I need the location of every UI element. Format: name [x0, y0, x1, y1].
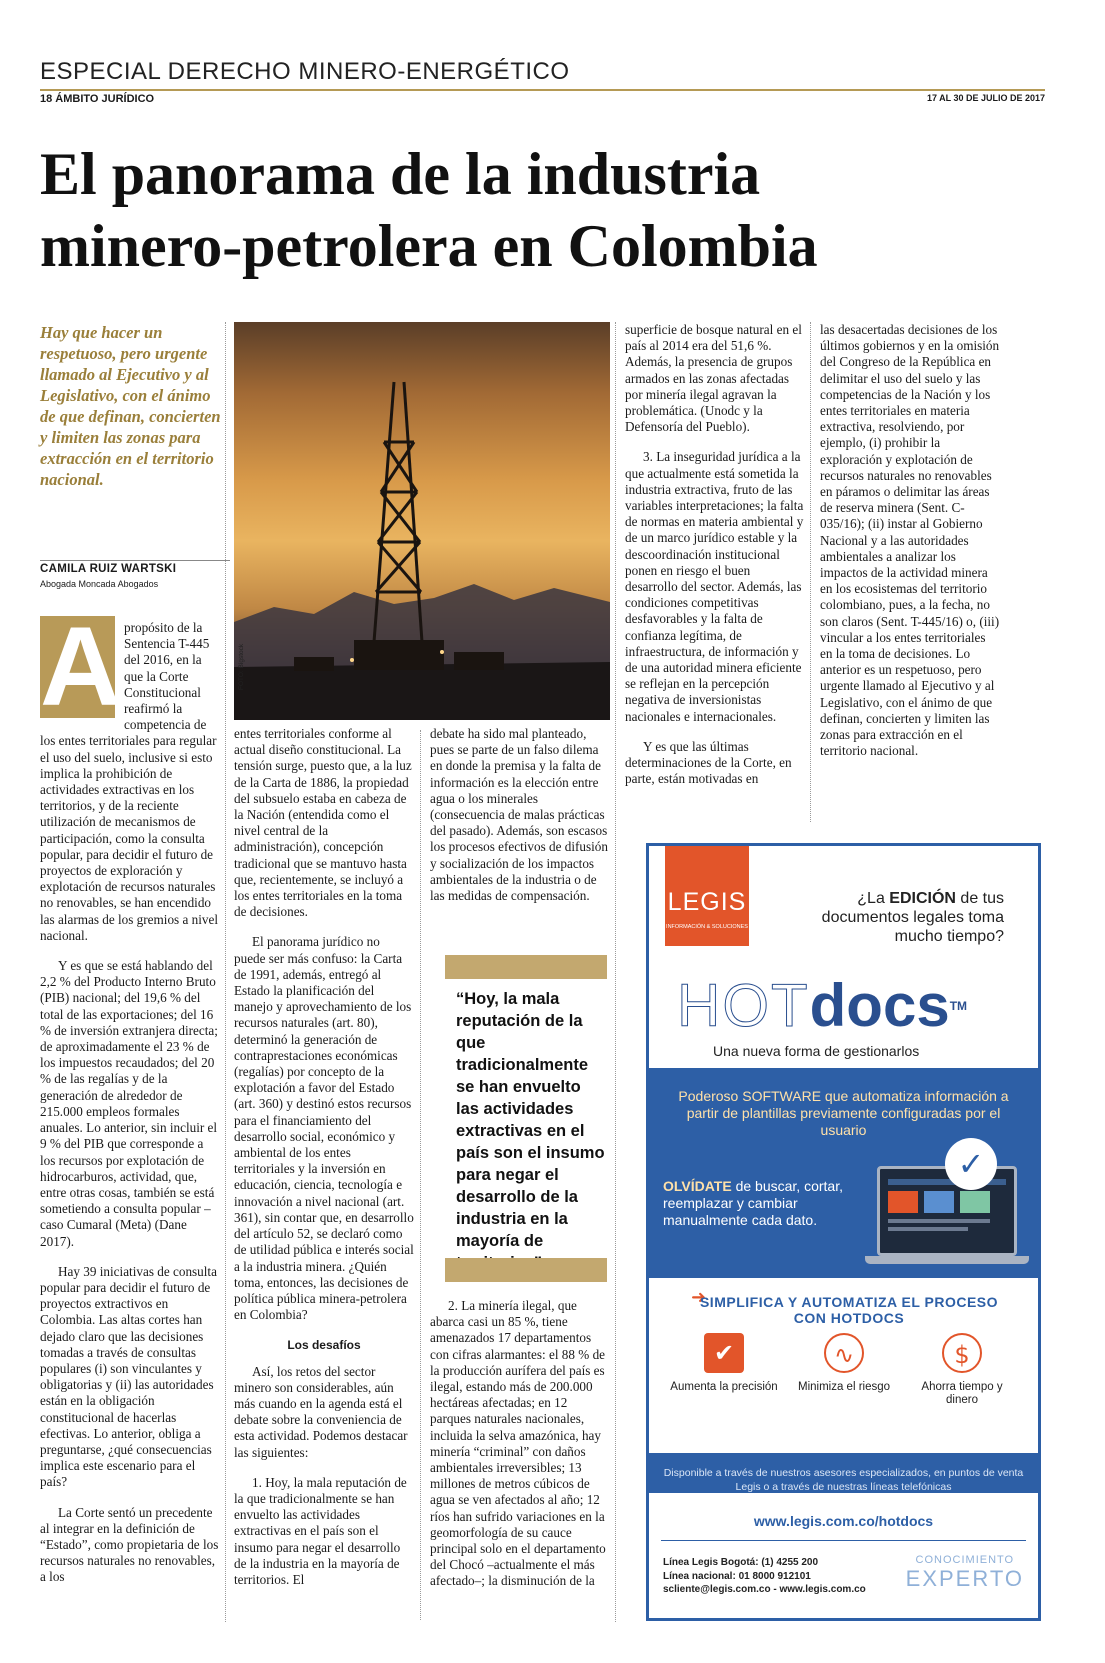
ad-contact-nacional: Línea nacional: 01 8000 912101 [663, 1570, 811, 1582]
pullquote: “Hoy, la mala reputación de la que tradicionalmente se han envuelto las actividades extractivas en el país son el insumo para negar el desarrollo de la industria en la mayoría de [456, 990, 605, 1250]
experto-line-1: CONOCIMIENTO [915, 1554, 1015, 1566]
legis-logo [665, 846, 749, 946]
author-rule [40, 560, 230, 561]
col1-para-4: La Corte sentó un precedente al integrar en la definición de “Estado”, como propietaria de los recursos naturales no renovables, a los [40, 1504, 219, 1585]
col2-subhead: Los desafíos [287, 1338, 361, 1353]
column-3-lower [430, 1298, 610, 1604]
ad-question-post: de tus documentos legales toma mucho tiempo? [821, 890, 1004, 945]
hotdocs-logo-docs: docs [809, 972, 950, 1039]
column-1-text [40, 620, 220, 1620]
ad-question-bold: EDICIÓN [889, 890, 956, 907]
author-name: CAMILA RUIZ WARTSKI [40, 563, 177, 575]
pulse-icon: ∿ [824, 1333, 864, 1373]
col4-para-1: superficie de bosque natural en el país al 2014 era del 51,6 %. Además, la presencia de grupos armados en las zonas afectadas por minería ilegal agravan la problemática. (Unodc y la Defensoría del Pueblo). [625, 322, 802, 435]
column-divider [225, 322, 226, 1622]
check-circle-icon: ✓ [945, 1138, 997, 1190]
column-divider [810, 322, 811, 822]
ad-question-pre: ¿La [857, 890, 890, 907]
ad-features-panel [649, 1278, 1038, 1453]
column-5 [820, 322, 1000, 773]
article-lede: Hay que hacer un respetuoso, pero urgente llamado al Ejecutivo y al Legislativo, con el ánimo de que definan, concierten y limiten las zonas para extracción en el territorio nacional. [40, 323, 221, 489]
page-label: 18 ÁMBITO JURÍDICO [40, 93, 155, 105]
column-divider [615, 322, 616, 1622]
col2-para-1: entes territoriales conforme al actual diseño constitucional. La tensión surge, puesto que, a la luz de la Carta de 1886, la propiedad del subsuelo estaba en cabeza de la Nación (entendida como el nivel central de la administración), concepción tradicional que se mantuvo hasta que, recientemente, se incluyó a los entes territoriales en la toma de decisiones. [234, 726, 412, 920]
feature-risk [789, 1333, 899, 1394]
hotdocs-logo [677, 972, 968, 1039]
ad-question [814, 889, 1004, 946]
col1-para-3: Hay 39 iniciativas de consulta popular para decidir el futuro de proyectos extractivos en Colombia. Las altas cortes han dejado claro que las decisiones tomadas a través de consultas populares (i) son vinculantes y obligatorias y (ii) las autoridades están en la obligación constitucional de hacerlas efectivas. Lo anterior, obliga a preguntarse, ¿qué consecuencias implica este escenario para el país? [40, 1263, 217, 1490]
col2-para-3: Así, los retos del sector minero son considerables, aún más cuando en la agenda está el debate sobre la conveniencia de esta actividad. Podemos destacar las siguientes: [234, 1363, 408, 1460]
col1-para-2: Y es que se está hablando del 2,2 % del Producto Interno Bruto (PIB) nacional; del 19,6 % del total de las exportaciones; del 16 % de inversión extranjera directa; de aproximadamente el 23 % de los impuestos recaudados; del 20 % de las regalías y de la generación de alrededor de 215.000 empleos formales anuales. Lo anterior, sin incluir el 9 % del PIB que corresponde a los recursos por explotación de hidrocarburos, actividad, que, entre otras cosas, también se está sometiendo a consulta popular –caso Cumaral (Meta) (Dane 2017). [40, 958, 218, 1249]
ad-contact-bogota: Línea Legis Bogotá: (1) 4255 200 [663, 1557, 819, 1568]
ad-availability: Disponible a través de nuestros asesores especializados, en puntos de venta Legis o a través de nuestras líneas telefónicas [663, 1467, 1024, 1493]
column-divider [420, 730, 421, 1620]
arrow-right-icon: ➜ [691, 1287, 707, 1308]
experto-line-2: EXPERTO [905, 1566, 1024, 1591]
feature-savings [907, 1333, 1017, 1407]
trademark-symbol: TM [949, 999, 968, 1013]
ad-simplifica-heading: SIMPLIFICA Y AUTOMATIZA EL PROCESO CON HOTDOCS [699, 1294, 999, 1326]
ad-url: www.legis.com.co/hotdocs [753, 1513, 934, 1529]
checkmark-icon: ✔ [704, 1333, 744, 1373]
money-hand-icon: $ [942, 1333, 982, 1373]
issue-date: 17 AL 30 DE JULIO DE 2017 [926, 93, 1045, 103]
pullquote-bar-bottom [445, 1258, 607, 1282]
ad-url-rule [661, 1540, 1026, 1541]
column-4 [625, 322, 805, 801]
author-role: Abogada Moncada Abogados [40, 579, 159, 589]
ad-contact-info [663, 1556, 866, 1597]
hotdocs-tagline: Una nueva forma de gestionarlos [713, 1043, 920, 1059]
col2-para-2: El panorama jurídico no puede ser más confuso: la Carta de 1991, además, entregó al Estado la planificación del manejo y aprovechamiento de los recursos naturales (art. 80), determinó la generación de contraprestaciones económicas (regalías) por concepto de la explotación a favor del Estado (art. 360) y destinó estos recursos para el financiamiento del desarrollo social, económico y ambiental de los entes territoriales y la inversión en educación, ciencia, tecnología e innovación a nivel nacional (art. 361), sin contar que, en desarrollo del artículo 52, se declaró como de utilidad pública e interés social a la industria minera. ¿Quién toma, entonces, las decisiones de política pública minera-petrolera en Colombia? [234, 934, 414, 1323]
column-3 [430, 726, 610, 918]
hotdocs-logo-hot: HOT [677, 972, 810, 1039]
hotdocs-advertisement [646, 843, 1041, 1621]
headline [40, 138, 1050, 282]
ad-olvidate-text [663, 1178, 868, 1229]
ad-software-text: Poderoso SOFTWARE que automatiza información a partir de plantillas previamente configuradas por el usuario [678, 1088, 1009, 1138]
ad-olvidate-bold: OLVÍDATE [663, 1178, 732, 1194]
dropcap-spacer [40, 620, 124, 732]
col4-para-3: Y es que las últimas determinaciones de la Corte, en parte, están motivadas en [625, 738, 792, 787]
ad-contact-email: scliente@legis.com.co - www.legis.com.co [663, 1584, 866, 1595]
laptop-icon [877, 1166, 1017, 1256]
feature-precision-label: Aumenta la precisión [670, 1381, 778, 1393]
laptop-screen [880, 1169, 1014, 1253]
drop-cap-letter: A [40, 604, 121, 729]
legis-logo-text: LEGIS [667, 888, 747, 916]
ad-blue-panel [649, 1068, 1038, 1493]
ad-olvidate-rest: de buscar, cortar, reemplazar y cambiar manualmente cada dato. [663, 1178, 843, 1228]
col5-para-1: las desacertadas decisiones de los últimos gobiernos y en la omisión del Congreso de la República en delimitar el uso del suelo y las competencias de la Nación y los entes territoriales en materia extractiva, resolviendo, por ejemplo, (i) prohibir la exploración y explotación de recursos naturales no renovables en páramos o delimitar las áreas de reserva minera (Sent. C-035/16); (ii) instar al Gobierno Nacional y a las autoridades ambientales a analizar los impactos de la actividad minera en los ecosistemas del territorio colombiano, pues, a la fecha, no son claros (Sent. T-445/16) o, (iii) vincular a los entes territoriales en la toma de decisiones. Lo anterior es un respetuoso, pero urgente llamado al Ejecutivo y al Legislativo, con el ánimo de que definan, concierten y limiten las zonas para extracción en el territorio nacional. [820, 322, 1000, 759]
oil-rig-photo [234, 322, 610, 720]
feature-precision [669, 1333, 779, 1394]
col3-para-2: 2. La minería ilegal, que abarca casi un 85 %, tiene amenazados 17 departamentos con cifras alarmantes: el 88 % de la producción aurífera del país es ilegal, estando más de 200.000 hectáreas afectadas; en 12 parques naturales nacionales, incluida la selva amazónica, hay minería “criminal” con daños ambientales irreversibles; 13 millones de metros cúbicos de agua se ven afectados al año; 12 ríos han sufrido variaciones en la geomorfología de su cauce principal solo en el departamento del Chocó –actualmente el más afectado–; la disminución de la [430, 1298, 606, 1589]
pullquote-bar-top [445, 955, 607, 979]
section-title: ESPECIAL DERECHO MINERO-ENERGÉTICO [40, 58, 570, 85]
feature-risk-label: Minimiza el riesgo [797, 1381, 891, 1393]
laptop-base [865, 1256, 1029, 1264]
col4-para-2: 3. La inseguridad jurídica a la que actualmente está sometida la industria extractiva, fruto de las variables interpretaciones; la falta de normas en materia ambiental y de un marco jurídico estable y la descoordinación institucional ponen en riesgo el buen desarrollo del sector. Además, las condiciones competitivas desfavorables y la falta de confianza legítima, de infraestructura, de información y de una autoridad minera eficiente se reflejan en la percepción negativa de inversionistas nacionales e internacionales. [625, 449, 804, 724]
col3-para-1: debate ha sido mal planteado, pues se parte de un falso dilema en donde la premisa y la falta de información es la elección entre agua o los minerales (consecuencia de malas prácticas del pasado). Además, son escasos los procesos efectivos de difusión y socialización de los impactos ambientales de la industria o de las medidas de compensación. [430, 726, 608, 904]
conocimiento-experto-logo [906, 1554, 1024, 1592]
headline-line-1: El panorama de la industria [40, 141, 761, 207]
legis-logo-subtitle: INFORMACIÓN & SOLUCIONES [666, 924, 748, 930]
photo-credit: FOTO: Bigstock [238, 643, 245, 690]
col1-para-1: propósito de la Sentencia T-445 del 2016, en la que la Corte Constitucional reafirmó la competencia de los entes territoriales para regular el uso del suelo, inclusive si esto implica la prohibición de actividades extractivas en los territorios, y de la reciente utilización de mecanismos de participación, como la consulta popular, para decidir el futuro de proyectos de exploración y explotación de recursos naturales no renovables, se han encendido las alarmas de los gremios a nivel nacional. [40, 620, 218, 943]
col2-para-4: 1. Hoy, la mala reputación de la que tradicionalmente se han envuelto las actividades extractivas en el país son el insumo para negar el desarrollo de la industria en la mayoría de territorios. El [234, 1474, 407, 1587]
feature-savings-label: Ahorra tiempo y dinero [921, 1381, 1003, 1406]
column-2 [234, 726, 414, 1602]
headline-line-2: minero-petrolera en Colombia [40, 213, 818, 279]
oil-rig-sunset-image [234, 322, 610, 720]
header-rule [40, 89, 1045, 91]
